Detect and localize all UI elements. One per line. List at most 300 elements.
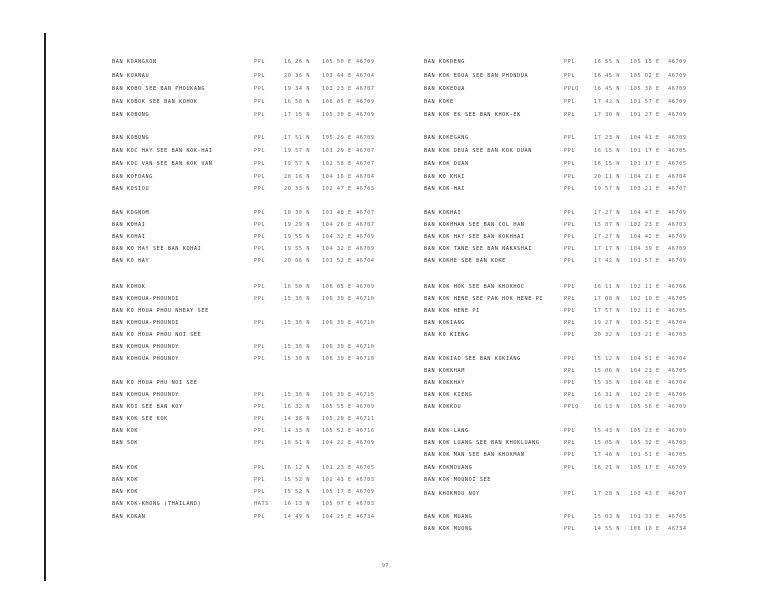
place-name: BAN KOHOUA-PHOUNOI	[112, 296, 180, 302]
latitude: 15 05 N	[594, 440, 621, 446]
feature-code: PPL	[564, 392, 576, 398]
map-sheet-code: 46704	[668, 356, 687, 362]
place-name: BAN KOK MOUNOI SEE	[424, 477, 492, 483]
longitude: 102 11 E	[630, 284, 660, 290]
place-name: BAN KO HAY SEE BAN KOHAI	[112, 246, 202, 252]
place-name: BAN KOBONG	[112, 135, 150, 141]
longitude: 103 48 E	[322, 210, 352, 216]
longitude: 105 29 E	[322, 416, 352, 422]
map-sheet-code: 46709	[668, 428, 687, 434]
place-name: BAN KO KHAI	[424, 174, 465, 180]
feature-code: PPL	[254, 99, 266, 105]
map-sheet-code: 46704	[668, 174, 687, 180]
latitude: 18 30 N	[284, 210, 311, 216]
longitude: 101 57 E	[630, 99, 660, 105]
feature-code: PPL	[564, 222, 576, 228]
latitude: 15 52 N	[284, 489, 311, 495]
latitude: 15 30 N	[284, 320, 311, 326]
latitude: 17 42 N	[594, 99, 621, 105]
place-name: BAN KOK	[112, 428, 139, 434]
place-name: BAN KO HOUA PHU NOI SEE	[112, 380, 198, 386]
map-sheet-code: 46705	[668, 308, 687, 314]
feature-code: PPL	[254, 416, 266, 422]
feature-code: PPL	[564, 491, 576, 497]
longitude: 106 39 E	[322, 356, 352, 362]
longitude: 102 10 E	[630, 296, 660, 302]
feature-code: PPL	[564, 148, 576, 154]
feature-code: PPL	[254, 135, 266, 141]
place-name: BAN KOK	[112, 477, 139, 483]
feature-code: PPL	[564, 296, 576, 302]
feature-code: PPLQ	[564, 86, 579, 92]
feature-code: PPL	[254, 222, 266, 228]
place-name: BAN KOKIANG	[424, 320, 465, 326]
feature-code: PPL	[564, 308, 576, 314]
longitude: 105 07 E	[322, 501, 352, 507]
place-name: BAN KOHAI	[112, 234, 146, 240]
place-name: BAN KOK SEE KOK	[112, 416, 168, 422]
place-name: BAN KOFOANG	[112, 174, 153, 180]
longitude: 101 17 E	[630, 161, 660, 167]
latitude: 19 57 N	[284, 161, 311, 167]
latitude: 20 06 N	[284, 258, 311, 264]
map-sheet-code: 46703	[356, 501, 375, 507]
longitude: 103 52 E	[322, 258, 352, 264]
longitude: 105 30 E	[630, 86, 660, 92]
place-name: BAN KOK HAY SEE BAN KOKHHAI	[424, 234, 525, 240]
feature-code: PPL	[254, 428, 266, 434]
latitude: 16 55 N	[594, 59, 621, 65]
longitude: 103 21 E	[630, 186, 660, 192]
longitude: 105 29 E	[322, 135, 352, 141]
map-sheet-code: 46704	[356, 258, 375, 264]
place-name: BAN KOK TANE SEE BAN NAKASHAI	[424, 246, 532, 252]
place-name: BAN KOHOUA PHOUNOY	[112, 392, 180, 398]
map-sheet-code: 46709	[668, 210, 687, 216]
place-name: BAN KOK-KHONG (THAILAND)	[112, 501, 202, 507]
latitude: 17 57 N	[594, 308, 621, 314]
longitude: 104 41 E	[630, 135, 660, 141]
longitude: 101 17 E	[630, 148, 660, 154]
place-name: BAN KOK DEUA SEE BAN KOK DUAN	[424, 148, 532, 154]
place-name: BAN KOI SEE BAN KOY	[112, 404, 183, 410]
place-name: BAN KOK MUANG	[424, 514, 473, 520]
longitude: 103 29 E	[322, 148, 352, 154]
latitude: 15 52 N	[284, 477, 311, 483]
place-name: BAN KOK DUAN	[424, 161, 469, 167]
feature-code: PPL	[564, 284, 576, 290]
place-name: BAN KOHOUA-PHOUNOI	[112, 320, 180, 326]
longitude: 105 50 E	[322, 59, 352, 65]
place-name: BAN KOK EDUA SEE BAN PHONDUA	[424, 73, 529, 79]
longitude: 104 51 E	[630, 356, 660, 362]
longitude: 102 23 E	[630, 222, 660, 228]
map-sheet-code: 46709	[668, 404, 687, 410]
feature-code: PPL	[564, 246, 576, 252]
feature-code: PPL	[564, 526, 576, 532]
longitude: 103 44 E	[322, 73, 352, 79]
place-name: BAN KOK EK SEE BAN KHOK-EK	[424, 112, 521, 118]
longitude: 101 51 E	[630, 452, 660, 458]
latitude: 17 46 N	[594, 452, 621, 458]
place-name: BAN KOHAI	[112, 222, 146, 228]
place-name: BAN KOKHHAN SEE BAN COL HAN	[424, 222, 525, 228]
place-name: BAN KOK	[112, 465, 139, 471]
place-name: BAN KO HOUA PHOU NOI SEE	[112, 332, 202, 338]
longitude: 103 43 E	[630, 491, 660, 497]
latitude: 19 55 N	[284, 246, 311, 252]
place-name: BAN KOK HOK SEE BAN KHOKHOC	[424, 284, 525, 290]
place-name: BAN KOK MAN SEE BAN KHOKMAN	[424, 452, 525, 458]
feature-code: PPL	[254, 344, 266, 350]
longitude: 101 27 E	[630, 112, 660, 118]
place-name: BAN KOKE	[424, 99, 454, 105]
map-sheet-code: 46710	[356, 320, 375, 326]
place-name: BAN KOANAU	[112, 73, 150, 79]
map-sheet-code: 46709	[668, 135, 687, 141]
latitude: 14 33 N	[284, 428, 311, 434]
longitude: 105 23 E	[630, 428, 660, 434]
feature-code: PPL	[254, 59, 266, 65]
map-sheet-code: 46715	[356, 392, 375, 398]
place-name: BAN KOKKOU	[424, 404, 462, 410]
latitude: 16 45 N	[594, 73, 621, 79]
place-name: BAN KOHOUA PHOUNOY	[112, 344, 180, 350]
feature-code: PPL	[564, 440, 576, 446]
longitude: 106 05 E	[322, 284, 352, 290]
longitude: 106 39 E	[322, 296, 352, 302]
latitude: 20 32 N	[594, 332, 621, 338]
latitude: 14 55 N	[594, 526, 621, 532]
latitude: 16 12 N	[284, 465, 311, 471]
longitude: 104 25 E	[322, 514, 352, 520]
place-name: BAN KOKKHAY	[424, 380, 465, 386]
map-sheet-code: 46709	[356, 59, 375, 65]
feature-code: PPL	[564, 174, 576, 180]
map-sheet-code: 46706	[668, 392, 687, 398]
feature-code: PPL	[564, 186, 576, 192]
map-sheet-code: 46709	[668, 258, 687, 264]
longitude: 104 42 E	[630, 234, 660, 240]
feature-code: PPL	[564, 428, 576, 434]
map-sheet-code: 46709	[668, 73, 687, 79]
feature-code: PPL	[254, 465, 266, 471]
place-name: BAN KOK-LANG	[424, 428, 469, 434]
left-margin-rule	[44, 33, 46, 581]
map-sheet-code: 46705	[668, 148, 687, 154]
place-name: BAN KOHOK	[112, 284, 146, 290]
latitude: 14 49 N	[284, 514, 311, 520]
map-sheet-code: 46709	[356, 440, 375, 446]
latitude: 16 26 N	[284, 59, 311, 65]
place-name: BAN KOK-HAI	[424, 186, 465, 192]
map-sheet-code: 46710	[356, 296, 375, 302]
place-name: BAN KOK LUANG SEE BAN KHOKLUANG	[424, 440, 540, 446]
latitude: 14 38 N	[284, 416, 311, 422]
longitude: 104 23 E	[630, 368, 660, 374]
longitude: 106 10 E	[630, 526, 660, 532]
feature-code: PPL	[254, 161, 266, 167]
latitude: 15 06 N	[594, 368, 621, 374]
map-sheet-code: 46709	[668, 112, 687, 118]
feature-code: PPL	[254, 404, 266, 410]
longitude: 104 39 E	[630, 246, 660, 252]
latitude: 15 43 N	[594, 428, 621, 434]
place-name: BAN KOKIAO SEE BAN KOKIANG	[424, 356, 521, 362]
place-name: BAN KOSIOU	[112, 186, 150, 192]
longitude: 103 51 E	[630, 320, 660, 326]
place-name: BAN KOKEDUA	[424, 86, 465, 92]
place-name: BAN KOANGXON	[112, 59, 157, 65]
longitude: 104 32 E	[322, 234, 352, 240]
latitude: 19 27 N	[594, 320, 621, 326]
latitude: 16 13 N	[594, 404, 621, 410]
place-name: BAN KOBOK SEE BAN KOHOK	[112, 99, 198, 105]
place-name: BAN KOK KIENG	[424, 392, 473, 398]
feature-code: PPL	[564, 368, 576, 374]
latitude: 15 30 N	[284, 356, 311, 362]
map-sheet-code: 46707	[356, 222, 375, 228]
longitude: 105 30 E	[322, 112, 352, 118]
latitude: 16 50 N	[284, 284, 311, 290]
feature-code: PPL	[564, 332, 576, 338]
latitude: 17 27 N	[594, 234, 621, 240]
longitude: 105 17 E	[322, 489, 352, 495]
longitude: 101 33 E	[630, 514, 660, 520]
feature-code: PPL	[564, 135, 576, 141]
place-name: BAN KOK	[112, 489, 139, 495]
map-sheet-code: 46704	[668, 380, 687, 386]
place-name: BAN KO HAY	[112, 258, 150, 264]
feature-code: PPL	[254, 258, 266, 264]
map-sheet-code: 46710	[356, 356, 375, 362]
map-sheet-code: 46705	[356, 465, 375, 471]
feature-code: PPL	[564, 99, 576, 105]
latitude: 16 51 N	[284, 440, 311, 446]
map-sheet-code: 46734	[356, 514, 375, 520]
place-name: BAN KOBO SEE BAN PHOUKANG	[112, 86, 206, 92]
place-name: BAN KOK HENE PI	[424, 308, 480, 314]
longitude: 102 43 E	[322, 477, 352, 483]
place-name: BAN KOKAN	[112, 514, 146, 520]
map-sheet-code: 46716	[356, 428, 375, 434]
place-name: BAN KOKKHAM	[424, 368, 465, 374]
map-sheet-code: 46707	[668, 491, 687, 497]
place-name: BAN KOKMOUANG	[424, 465, 473, 471]
longitude: 105 17 E	[630, 465, 660, 471]
latitude: 20 16 N	[284, 174, 311, 180]
map-sheet-code: 46707	[668, 186, 687, 192]
feature-code: PPL	[564, 161, 576, 167]
longitude: 106 39 E	[322, 392, 352, 398]
feature-code: PPL	[254, 392, 266, 398]
map-sheet-code: 46707	[356, 210, 375, 216]
map-sheet-code: 46705	[668, 296, 687, 302]
latitude: 17 42 N	[594, 258, 621, 264]
longitude: 104 32 E	[322, 246, 352, 252]
latitude: 17 17 N	[594, 246, 621, 252]
map-sheet-code: 46703	[668, 440, 687, 446]
latitude: 19 57 N	[594, 186, 621, 192]
longitude: 104 26 E	[322, 222, 352, 228]
place-name: BAN KOGNOM	[112, 210, 150, 216]
longitude: 104 47 E	[630, 210, 660, 216]
latitude: 16 15 N	[594, 148, 621, 154]
map-sheet-code: 46709	[356, 246, 375, 252]
feature-code: PPL	[564, 73, 576, 79]
feature-code: PPL	[254, 489, 266, 495]
map-sheet-code: 46703	[668, 332, 687, 338]
longitude: 102 11 E	[630, 308, 660, 314]
map-sheet-code: 46705	[668, 161, 687, 167]
latitude: 16 50 N	[284, 99, 311, 105]
feature-code: PPL	[564, 380, 576, 386]
map-sheet-code: 46709	[668, 86, 687, 92]
longitude: 106 39 E	[322, 344, 352, 350]
latitude: 16 13 N	[284, 501, 311, 507]
latitude: 19 29 N	[284, 222, 311, 228]
map-sheet-code: 46709	[668, 59, 687, 65]
place-name: BAN KOKHE SEE BAN KOKE	[424, 258, 506, 264]
map-sheet-code: 46709	[356, 234, 375, 240]
map-sheet-code: 46710	[356, 344, 375, 350]
feature-code: PPL	[564, 514, 576, 520]
map-sheet-code: 46709	[668, 465, 687, 471]
feature-code: PPL	[564, 258, 576, 264]
map-sheet-code: 46703	[668, 222, 687, 228]
latitude: 15 35 N	[594, 380, 621, 386]
latitude: 16 11 N	[594, 284, 621, 290]
latitude: 15 03 N	[594, 514, 621, 520]
place-name: BAN KOBONG	[112, 112, 150, 118]
latitude: 17 30 N	[594, 112, 621, 118]
feature-code: PPL	[254, 296, 266, 302]
map-sheet-code: 46707	[356, 161, 375, 167]
longitude: 102 47 E	[322, 186, 352, 192]
latitude: 16 31 N	[594, 392, 621, 398]
latitude: 19 34 N	[284, 86, 311, 92]
feature-code: PPL	[254, 86, 266, 92]
feature-code: PPL	[254, 186, 266, 192]
longitude: 101 57 E	[630, 258, 660, 264]
place-name: BAN KOKEGANG	[424, 135, 469, 141]
map-sheet-code: 46709	[668, 234, 687, 240]
feature-code: PPL	[254, 174, 266, 180]
map-sheet-code: 46705	[668, 514, 687, 520]
map-sheet-code: 46711	[356, 416, 375, 422]
feature-code: HATS	[254, 501, 269, 507]
latitude: 17 08 N	[594, 296, 621, 302]
latitude: 17 51 N	[284, 135, 311, 141]
place-name: BAN KO HOUA PHOU NHEAY SEE	[112, 308, 209, 314]
feature-code: PPL	[254, 320, 266, 326]
latitude: 17 15 N	[284, 112, 311, 118]
longitude: 106 05 E	[322, 99, 352, 105]
place-name: BAN KOC HAY SEE BAN KOK-HAI	[112, 148, 213, 154]
feature-code: PPL	[564, 112, 576, 118]
map-sheet-code: 46709	[356, 404, 375, 410]
longitude: 104 21 E	[630, 174, 660, 180]
feature-code: PPL	[254, 73, 266, 79]
latitude: 20 36 N	[284, 73, 311, 79]
feature-code: PPL	[564, 356, 576, 362]
place-name: BAN KOK MUONG	[424, 526, 473, 532]
latitude: 15 30 N	[284, 392, 311, 398]
longitude: 104 48 E	[630, 380, 660, 386]
feature-code: PPL	[254, 477, 266, 483]
latitude: 16 15 N	[594, 161, 621, 167]
feature-code: PPL	[564, 234, 576, 240]
place-name: BAN SOK	[112, 440, 139, 446]
feature-code: PPL	[254, 440, 266, 446]
place-name: BAN KOKHAI	[424, 210, 462, 216]
latitude: 19 55 N	[284, 234, 311, 240]
feature-code: PPL	[254, 356, 266, 362]
map-sheet-code: 46705	[668, 452, 687, 458]
map-sheet-code: 46707	[356, 148, 375, 154]
place-name: BAN KOKDENG	[424, 59, 465, 65]
longitude: 105 56 E	[630, 404, 660, 410]
longitude: 105 02 E	[630, 73, 660, 79]
map-sheet-code: 46705	[668, 368, 687, 374]
map-sheet-code: 46709	[668, 246, 687, 252]
feature-code: PPL	[564, 465, 576, 471]
longitude: 103 21 E	[630, 332, 660, 338]
longitude: 105 55 E	[322, 404, 352, 410]
latitude: 15 30 N	[284, 296, 311, 302]
latitude: 15 12 N	[594, 356, 621, 362]
map-sheet-code: 46703	[356, 477, 375, 483]
longitude: 102 29 E	[630, 392, 660, 398]
longitude: 106 39 E	[322, 320, 352, 326]
feature-code: PPL	[564, 452, 576, 458]
map-sheet-code: 46709	[356, 99, 375, 105]
map-sheet-code: 46734	[668, 526, 687, 532]
longitude: 101 23 E	[322, 465, 352, 471]
latitude: 16 32 N	[284, 404, 311, 410]
feature-code: PPL	[254, 246, 266, 252]
longitude: 105 52 E	[322, 428, 352, 434]
longitude: 104 16 E	[322, 174, 352, 180]
map-sheet-code: 46709	[356, 284, 375, 290]
latitude: 16 45 N	[594, 86, 621, 92]
feature-code: PPL	[254, 514, 266, 520]
map-sheet-code: 46707	[356, 86, 375, 92]
longitude: 103 23 E	[322, 86, 352, 92]
map-sheet-code: 46704	[356, 73, 375, 79]
feature-code: PPL	[254, 112, 266, 118]
map-sheet-code: 46709	[356, 135, 375, 141]
place-name: BAN KOC VAN SEE BAN KOK VAN	[112, 161, 213, 167]
map-sheet-code: 46703	[356, 186, 375, 192]
map-sheet-code: 46704	[356, 174, 375, 180]
longitude: 105 15 E	[630, 59, 660, 65]
place-name: BAN KOHOUA PHOUNOY	[112, 356, 180, 362]
latitude: 19 57 N	[284, 148, 311, 154]
longitude: 102 58 E	[322, 161, 352, 167]
map-sheet-code: 46704	[668, 320, 687, 326]
feature-code: PPL	[254, 234, 266, 240]
latitude: 20 11 N	[594, 174, 621, 180]
longitude: 105 32 E	[630, 440, 660, 446]
feature-code: PPL	[564, 210, 576, 216]
feature-code: PPL	[564, 320, 576, 326]
feature-code: PPL	[254, 284, 266, 290]
feature-code: PPL	[254, 148, 266, 154]
place-name: BAN KOK HENE SEE PAK HOK HENE PI	[424, 296, 544, 302]
latitude: 17 27 N	[594, 210, 621, 216]
longitude: 104 22 E	[322, 440, 352, 446]
